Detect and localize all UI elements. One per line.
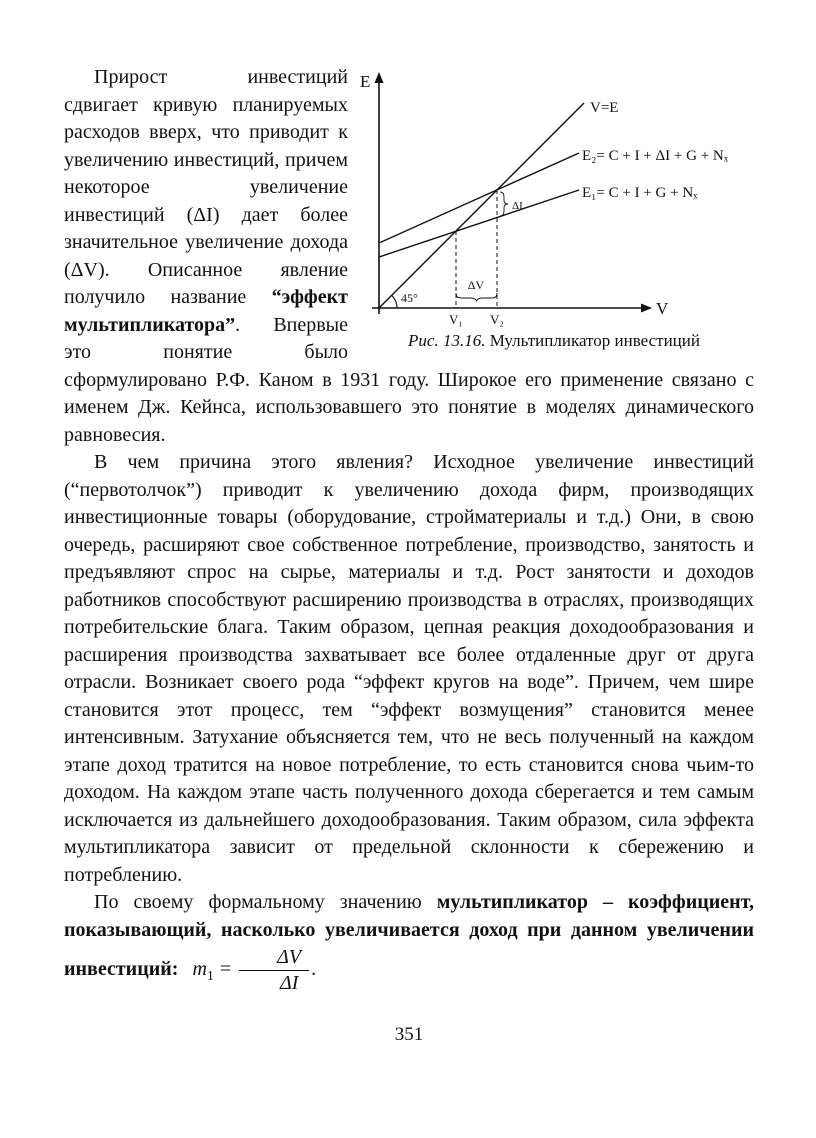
formula-period: . — [311, 958, 317, 981]
figure-caption — [354, 330, 754, 352]
v-equals-e-label: V=E — [590, 100, 619, 116]
delta-i-label: ΔI — [512, 200, 523, 212]
para1-text-end: . Впервые это понятие было сформулировано Р.Ф. Каном в 1931 году. Широкое его применение связано с именем Дж. Кейнса, использовавшего это понятие в моделях динамического равновесия. — [64, 313, 754, 446]
formula-numerator: ΔV — [239, 946, 309, 971]
page-number: 351 — [394, 1024, 424, 1045]
v2-label: V₂ — [490, 312, 504, 327]
para3-bold-definition: мультипликатор – коэффициент, показывающий, насколько увеличивается доход при данном увеличении инвестиций: — [64, 891, 754, 981]
v1-label: V₁ — [449, 312, 463, 327]
paragraph-multiplier-definition — [64, 889, 754, 997]
para1-bold-term: “эффект мультипликатора” — [64, 286, 348, 336]
formula-fraction — [239, 946, 309, 995]
formula-equals-sign: = — [219, 958, 232, 981]
45-degree-arc — [392, 295, 397, 308]
y-axis-arrow — [375, 72, 384, 83]
para3-text-start: По своему формальному значению — [94, 891, 437, 913]
formula-variable: m — [192, 958, 207, 981]
e1-line-label: E₁= C + I + G + Nₓ — [582, 185, 698, 201]
figure-caption-text: Мультипликатор инвестиций — [485, 331, 700, 350]
x-axis-label: V — [656, 299, 669, 318]
investment-multiplier-graph — [354, 70, 754, 328]
delta-i-brace — [500, 192, 508, 216]
y-axis-label: E — [360, 72, 371, 91]
formula-denominator: ΔI — [279, 972, 299, 994]
para2-text: В чем причина этого явления? Исходное увеличение инвестиций (“первотолчок”) приводит к увеличению дохода фирм, производящих инвестиционные товары (оборудование, стройматериалы и т.д.) Они, в свою очередь, расширяют свое собственное потребление, производство, занятость и предъявляют спрос на сырье, материалы и т.д. Рост занятости и доходов работников способствуют расширению производства в отраслях, производящих потребительские блага. Таким образом, цепная реакция доходообразования и расширения производства захватывает все более отдаленные друг от друга отрасли. Возникает своего рода “эффект кругов на воде”. Причем, чем шире становится этот процесс, тем “эффект возмущения” становится менее интенсивным. Затухание объясняется тем, что не весь полученный на каждом этапе доход тратится на новое потребление, то есть становится снова чьим-то доходом. На каждом этапе часть полученного дохода сберегается и тем самым исключается из дальнейшего доходообразования. Таким образом, сила эффекта мультипликатора зависит от предельной склонности к сбережению и потреблению. — [64, 451, 754, 886]
angle-45-label: 45° — [401, 291, 418, 305]
figure-13-16 — [354, 70, 754, 352]
x-axis-arrow — [641, 304, 652, 313]
paragraph-multiplier-mechanism — [64, 449, 754, 889]
delta-v-label: ΔV — [467, 278, 485, 292]
figure-caption-number: Рис. 13.16. — [408, 331, 486, 350]
formula-subscript: 1 — [206, 969, 214, 985]
e1-expenditure-line — [379, 190, 579, 257]
e2-expenditure-line — [379, 153, 579, 243]
e2-line-label: E₂= C + I + ΔI + G + Nₓ — [582, 148, 729, 164]
delta-v-brace — [456, 293, 497, 302]
para1-text-start: Прирост инвестиций сдвигает кривую планируемых расходов вверх, что приводит к увеличению инвестиций, причем некоторое увеличение инвестиций (ΔI) дает более значительное увеличение дохода (ΔV). Описанное явление получило название — [64, 66, 348, 308]
